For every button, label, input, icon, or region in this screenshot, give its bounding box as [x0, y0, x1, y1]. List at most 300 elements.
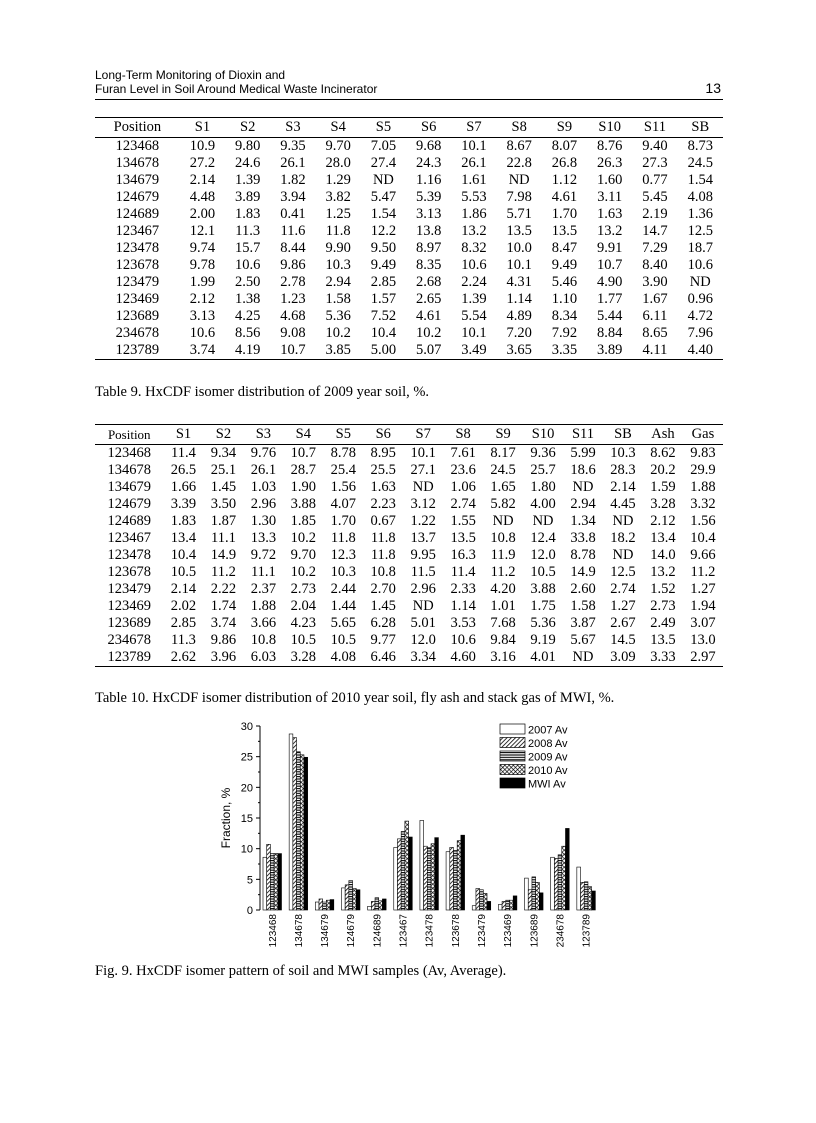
table-row — [95, 649, 723, 667]
table-cell: 14.9 — [570, 564, 596, 580]
bar-2008-av — [345, 885, 349, 910]
x-tick-label: 124689 — [372, 914, 384, 948]
table-cell: ND — [572, 479, 594, 495]
table-cell: 1.65 — [490, 479, 516, 495]
table-row — [95, 257, 723, 274]
bar-2010-av — [405, 821, 409, 910]
bar-2009-av — [480, 890, 484, 910]
column-header: S2 — [225, 118, 270, 138]
table-cell: 1.88 — [690, 479, 716, 495]
table-cell: 1.63 — [370, 479, 396, 495]
table-cell: 25.1 — [210, 462, 237, 478]
bar-mwi-av — [565, 828, 569, 910]
table-cell: 1.58 — [325, 291, 351, 307]
table-cell: 1.36 — [687, 206, 713, 222]
table-cell: 9.49 — [370, 257, 397, 273]
table-cell: 2.50 — [235, 274, 261, 290]
table-cell: 2.14 — [610, 479, 636, 495]
table-cell: 3.90 — [642, 274, 668, 290]
y-tick-label: 0 — [246, 905, 253, 917]
table-cell: 1.27 — [690, 581, 716, 597]
bar-2010-av — [431, 844, 435, 910]
table-cell: 8.78 — [570, 547, 596, 563]
table-cell: 8.65 — [642, 325, 668, 341]
table-cell: 1.03 — [250, 479, 277, 495]
table-cell: 3.96 — [210, 649, 237, 665]
table-cell: 1.57 — [370, 291, 397, 307]
table-cell: 11.2 — [490, 564, 516, 580]
table-cell: 8.73 — [687, 138, 713, 154]
table-row — [95, 496, 723, 513]
table-cell: 26.8 — [551, 155, 578, 171]
table-cell: ND — [412, 479, 434, 495]
table-cell: 24.6 — [235, 155, 261, 171]
table-cell: 3.53 — [450, 615, 476, 631]
table-cell: 3.33 — [650, 649, 676, 665]
table-cell: 10.0 — [506, 240, 532, 256]
table-cell: 1.87 — [210, 513, 237, 529]
table-cell: 2.74 — [450, 496, 476, 512]
table-cell: 11.9 — [490, 547, 516, 563]
table-cell: 6.46 — [370, 649, 396, 665]
table-cell: 9.08 — [280, 325, 306, 341]
row-position: 123678 — [115, 257, 160, 273]
table-cell: 9.72 — [250, 547, 277, 563]
table-cell: 8.84 — [597, 325, 623, 341]
table-cell: 9.70 — [290, 547, 317, 563]
bar-mwi-av — [435, 838, 439, 910]
legend-swatch — [500, 765, 525, 775]
column-header: S10 — [587, 118, 632, 138]
table-cell: 1.74 — [210, 598, 237, 614]
table-cell: 4.23 — [290, 615, 317, 631]
table-cell: 1.45 — [210, 479, 237, 495]
row-position: 123479 — [107, 581, 151, 597]
table-cell: 7.20 — [506, 325, 532, 341]
column-header: S9 — [542, 118, 587, 138]
table-cell: 9.49 — [551, 257, 578, 273]
table-cell: 2.23 — [370, 496, 396, 512]
table-cell: 2.68 — [416, 274, 442, 290]
table-cell: 13.5 — [450, 530, 476, 546]
bar-2007-av — [577, 867, 581, 910]
bar-2009-av — [297, 752, 301, 910]
table-cell: 12.2 — [370, 223, 397, 239]
column-header: S1 — [164, 425, 204, 445]
table-cell: 10.5 — [170, 564, 197, 580]
bar-mwi-av — [382, 899, 386, 910]
table-cell: 3.74 — [189, 342, 216, 358]
table-cell: 5.36 — [325, 308, 351, 324]
table-cell: 1.77 — [597, 291, 623, 307]
table-cell: 1.16 — [416, 172, 442, 188]
legend-swatch — [500, 778, 525, 788]
table-cell: 9.86 — [280, 257, 306, 273]
table-cell: 10.8 — [370, 564, 396, 580]
table-cell: 5.53 — [461, 189, 487, 205]
table-cell: 3.12 — [410, 496, 436, 512]
table-cell: 5.99 — [570, 445, 596, 461]
table-row — [95, 530, 723, 547]
table-cell: 1.75 — [530, 598, 556, 614]
table-cell: 2.67 — [610, 615, 636, 631]
table-cell: 4.01 — [530, 649, 556, 665]
bar-2010-av — [562, 846, 566, 910]
bar-mwi-av — [461, 835, 465, 910]
table-cell: 8.62 — [650, 445, 676, 461]
table-cell: 9.40 — [642, 138, 668, 154]
bar-mwi-av — [513, 896, 517, 910]
table-cell: 1.14 — [506, 291, 532, 307]
table-cell: 3.28 — [290, 649, 317, 665]
bar-2008-av — [397, 839, 401, 910]
table-cell: 1.29 — [325, 172, 351, 188]
table-cell: 4.48 — [189, 189, 216, 205]
legend-label: 2007 Av — [528, 724, 568, 737]
table-row — [95, 308, 723, 325]
table-cell: 9.19 — [530, 632, 556, 648]
table-cell: 3.35 — [551, 342, 578, 358]
bar-2008-av — [450, 847, 454, 910]
table-cell: 23.6 — [450, 462, 476, 478]
table-cell: 9.70 — [325, 138, 351, 154]
row-position: 134678 — [107, 462, 151, 478]
table-cell: 9.90 — [325, 240, 351, 256]
table-cell: 10.9 — [189, 138, 216, 154]
bar-2010-av — [300, 755, 304, 910]
table-cell: 10.1 — [461, 325, 487, 341]
table-row — [95, 479, 723, 496]
table-cell: 13.2 — [597, 223, 623, 239]
table-cell: 10.2 — [290, 530, 317, 546]
table-cell: 5.44 — [597, 308, 623, 324]
table-cell: 10.6 — [450, 632, 476, 648]
table-cell: 11.8 — [325, 223, 351, 239]
table-cell: 7.92 — [551, 325, 578, 341]
column-header: S11 — [632, 118, 677, 138]
table-cell: 13.3 — [250, 530, 277, 546]
table-cell: 1.90 — [290, 479, 317, 495]
row-position: 124679 — [115, 189, 160, 205]
table-cell: 1.30 — [250, 513, 277, 529]
table-cell: 7.68 — [490, 615, 516, 631]
table-cell: 1.06 — [450, 479, 476, 495]
isomer-pattern-chart — [210, 716, 610, 966]
header-title-line1: Long-Term Monitoring of Dioxin and — [95, 68, 286, 82]
y-tick-label: 5 — [246, 874, 253, 887]
table-cell: 4.25 — [235, 308, 261, 324]
table-cell: ND — [532, 513, 554, 529]
table-cell: 9.91 — [597, 240, 623, 256]
table-cell: 27.1 — [410, 462, 436, 478]
table-cell: 10.1 — [410, 445, 436, 461]
table-cell: 9.84 — [490, 632, 516, 648]
table-cell: 13.0 — [690, 632, 716, 648]
bar-2007-av — [551, 857, 555, 910]
column-header: S11 — [563, 425, 603, 445]
table-cell: 12.4 — [530, 530, 556, 546]
table-row — [95, 189, 723, 206]
table-cell: 4.08 — [687, 189, 713, 205]
table-row — [95, 325, 723, 342]
table-cell: 1.39 — [235, 172, 261, 188]
x-tick-label: 123469 — [503, 914, 515, 948]
table-cell: 25.4 — [330, 462, 356, 478]
table-cell: 2.94 — [570, 496, 596, 512]
table-cell: 8.56 — [235, 325, 261, 341]
table-cell: 8.34 — [551, 308, 578, 324]
table-cell: 28.0 — [325, 155, 351, 171]
table-cell: 9.35 — [280, 138, 306, 154]
table-cell: 9.68 — [416, 138, 442, 154]
row-position: 123479 — [115, 274, 160, 290]
table-cell: ND — [412, 598, 434, 614]
table-cell: 4.20 — [490, 581, 516, 597]
table-cell: 4.40 — [687, 342, 713, 358]
table-row — [95, 564, 723, 581]
table-9 — [95, 117, 723, 360]
column-header: S7 — [403, 425, 443, 445]
table-row — [95, 581, 723, 598]
bar-2009-av — [506, 900, 510, 910]
table-cell: 9.34 — [210, 445, 237, 461]
table-cell: ND — [689, 274, 711, 290]
column-header: Ash — [643, 425, 683, 445]
row-position: 123478 — [115, 240, 160, 256]
table-cell: 24.5 — [490, 462, 516, 478]
table-9-caption: Table 9. HxCDF isomer distribution of 2009 year soil, %. — [95, 384, 430, 400]
table-cell: 1.66 — [170, 479, 197, 495]
table-cell: 2.04 — [290, 598, 317, 614]
bar-2009-av — [584, 882, 588, 910]
table-cell: 8.97 — [416, 240, 442, 256]
x-tick-label: 123468 — [267, 914, 279, 948]
y-axis-label: Fraction, % — [219, 787, 233, 849]
row-position: 123478 — [107, 547, 151, 563]
bar-2007-av — [498, 904, 502, 910]
table-cell: 7.61 — [450, 445, 476, 461]
table-cell: 8.35 — [416, 257, 442, 273]
table-cell: 2.33 — [450, 581, 476, 597]
table-cell: 24.3 — [416, 155, 442, 171]
table-cell: 9.77 — [370, 632, 396, 648]
table-cell: 28.3 — [610, 462, 636, 478]
row-position: 123789 — [115, 342, 160, 358]
table-cell: 0.77 — [642, 172, 668, 188]
table-cell: 7.52 — [370, 308, 397, 324]
table-cell: 2.65 — [416, 291, 442, 307]
table-cell: 9.83 — [690, 445, 716, 461]
table-cell: 3.09 — [610, 649, 636, 665]
table-cell: 1.88 — [250, 598, 277, 614]
table-cell: 8.67 — [506, 138, 532, 154]
table-cell: 2.22 — [210, 581, 237, 597]
table-cell: 4.61 — [416, 308, 442, 324]
row-position: 123468 — [107, 445, 151, 461]
table-cell: 1.94 — [690, 598, 716, 614]
table-cell: 1.52 — [650, 581, 676, 597]
table-cell: 2.24 — [461, 274, 487, 290]
table-cell: 29.9 — [690, 462, 716, 478]
column-header: S8 — [497, 118, 542, 138]
table-cell: 1.22 — [410, 513, 436, 529]
table-row — [95, 342, 723, 360]
table-cell: 5.71 — [506, 206, 532, 222]
table-cell: 1.67 — [642, 291, 668, 307]
table-cell: 2.85 — [370, 274, 397, 290]
table-cell: 2.62 — [170, 649, 197, 665]
table-cell: 12.3 — [330, 547, 356, 563]
bar-2010-av — [588, 887, 592, 910]
table-cell: 9.76 — [250, 445, 277, 461]
table-cell: 11.8 — [330, 530, 356, 546]
table-row — [95, 274, 723, 291]
table-cell: 3.32 — [690, 496, 716, 512]
table-cell: 10.6 — [189, 325, 216, 341]
table-cell: 10.4 — [370, 325, 397, 341]
table-cell: 8.32 — [461, 240, 487, 256]
bar-mwi-av — [539, 893, 543, 910]
table-cell: 3.49 — [461, 342, 487, 358]
bar-2009-av — [401, 831, 405, 910]
table-cell: 5.07 — [416, 342, 442, 358]
bar-2010-av — [457, 841, 461, 910]
bar-mwi-av — [592, 891, 596, 910]
table-cell: 10.5 — [290, 632, 317, 648]
table-cell: 1.56 — [330, 479, 356, 495]
table-row — [95, 598, 723, 615]
table-cell: 8.76 — [597, 138, 623, 154]
table-cell: 4.61 — [551, 189, 578, 205]
table-cell: 5.01 — [410, 615, 436, 631]
table-cell: 11.4 — [450, 564, 476, 580]
y-tick-label: 15 — [240, 813, 253, 825]
table-cell: 10.5 — [530, 564, 556, 580]
table-cell: 10.6 — [687, 257, 713, 273]
x-tick-label: 134679 — [320, 914, 332, 948]
legend-label: 2010 Av — [528, 765, 568, 777]
table-cell: 11.8 — [370, 530, 396, 546]
table-cell: 1.45 — [370, 598, 396, 614]
table-cell: 3.11 — [597, 189, 623, 205]
table-cell: ND — [508, 172, 530, 188]
table-cell: 15.7 — [235, 240, 261, 256]
row-position: 134679 — [107, 479, 151, 495]
column-header: S6 — [363, 425, 403, 445]
bar-2008-av — [267, 844, 271, 910]
table-cell: 4.07 — [330, 496, 356, 512]
table-row — [95, 155, 723, 172]
bar-2007-av — [341, 888, 345, 910]
x-tick-label: 123479 — [476, 914, 488, 948]
table-cell: 2.12 — [650, 513, 676, 529]
table-cell: 4.19 — [235, 342, 261, 358]
table-cell: 13.5 — [551, 223, 578, 239]
table-cell: 7.05 — [370, 138, 397, 154]
row-position: 123689 — [107, 615, 151, 631]
table-10-caption: Table 10. HxCDF isomer distribution of 2010 year soil, fly ash and stack gas of MWI, %. — [95, 690, 615, 706]
table-cell: 2.60 — [570, 581, 596, 597]
table-cell: 20.2 — [650, 462, 676, 478]
table-row — [95, 206, 723, 223]
table-cell: 1.23 — [280, 291, 306, 307]
column-header: S1 — [180, 118, 225, 138]
table-cell: 1.10 — [551, 291, 578, 307]
table-cell: 5.45 — [642, 189, 668, 205]
table-row — [95, 240, 723, 257]
legend-label: 2009 Av — [528, 751, 568, 764]
column-header: S7 — [451, 118, 496, 138]
row-position: 234678 — [115, 325, 160, 341]
table-cell: 2.14 — [189, 172, 216, 188]
legend-label: MWI Av — [528, 778, 566, 791]
table-cell: 2.97 — [690, 649, 716, 665]
x-tick-label: 234678 — [555, 914, 567, 948]
table-cell: 13.4 — [170, 530, 197, 546]
bar-2010-av — [509, 900, 513, 910]
table-cell: ND — [612, 513, 634, 529]
column-header: S9 — [483, 425, 523, 445]
table-cell: 10.7 — [290, 445, 317, 461]
row-position: 123789 — [107, 649, 151, 665]
row-position: 123467 — [107, 530, 151, 546]
table-cell: 2.19 — [642, 206, 668, 222]
column-header: S6 — [406, 118, 451, 138]
table-cell: 18.2 — [610, 530, 636, 546]
table-cell: 3.85 — [325, 342, 351, 358]
table-cell: 8.47 — [551, 240, 578, 256]
legend-swatch — [500, 724, 525, 734]
table-cell: 13.8 — [416, 223, 442, 239]
table-cell: 28.7 — [290, 462, 317, 478]
table-cell: 9.74 — [189, 240, 216, 256]
bar-mwi-av — [356, 890, 360, 910]
bar-2007-av — [446, 852, 450, 910]
table-cell: 3.28 — [650, 496, 676, 512]
table-cell: 7.96 — [687, 325, 713, 341]
table-cell: 10.3 — [610, 445, 636, 461]
row-position: 123469 — [115, 291, 160, 307]
table-cell: 11.3 — [235, 223, 261, 239]
table-cell: 3.88 — [530, 581, 556, 597]
table-cell: 11.2 — [211, 564, 236, 580]
table-cell: 10.4 — [170, 547, 197, 563]
table-cell: 5.39 — [416, 189, 442, 205]
table-cell: 9.50 — [370, 240, 397, 256]
table-cell: 10.6 — [461, 257, 487, 273]
x-tick-label: 124679 — [346, 914, 358, 948]
table-cell: 2.14 — [170, 581, 197, 597]
table-cell: 7.98 — [506, 189, 532, 205]
table-cell: 14.7 — [642, 223, 668, 239]
y-tick-label: 20 — [240, 782, 253, 795]
table-cell: 27.2 — [189, 155, 216, 171]
table-cell: 2.74 — [610, 581, 636, 597]
table-cell: 1.54 — [370, 206, 397, 222]
table-cell: 26.1 — [280, 155, 306, 171]
table-cell: 33.8 — [570, 530, 596, 546]
bar-mwi-av — [330, 900, 334, 910]
table-cell: 11.6 — [280, 223, 306, 239]
bar-mwi-av — [409, 837, 413, 910]
bar-2008-av — [581, 882, 585, 910]
bar-2008-av — [371, 901, 375, 910]
table-cell: 10.3 — [330, 564, 356, 580]
table-cell: 10.1 — [506, 257, 532, 273]
bar-2008-av — [424, 846, 428, 910]
table-cell: 2.49 — [650, 615, 676, 631]
bar-2007-av — [472, 906, 476, 910]
